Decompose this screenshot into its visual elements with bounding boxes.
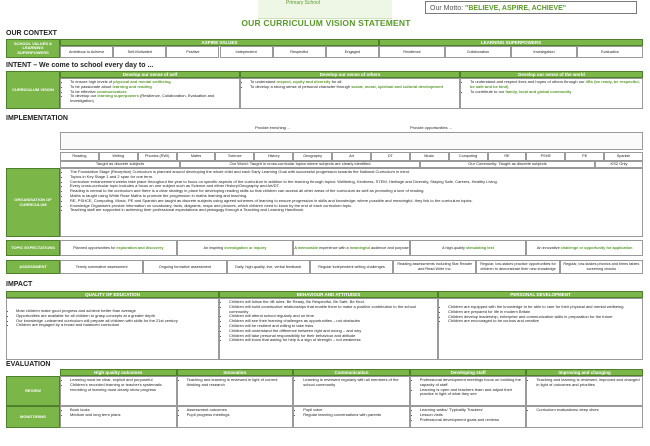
impact-behaviour-header: BEHAVIOUR AND ATTITUDES — [219, 291, 438, 298]
impact-quality-header: QUALITY OF EDUCATION — [6, 291, 219, 298]
evaluation-review-cell — [410, 376, 527, 406]
highlight-text: investigation or inquiry — [224, 245, 267, 250]
subject-cell: Spanish — [604, 152, 643, 161]
assessment-cell: Regular, low-stakes phonics and times tables screening checks — [560, 260, 643, 274]
evaluation-review-item: • Learning is open and teachers learn and adjust their practice in light of what they see — [420, 388, 524, 398]
assessment-label: ASSESSMENT — [6, 260, 60, 274]
topic-expectation-text — [73, 246, 163, 251]
evaluation-monitoring-item: • Curriculum evaluations/ deep dives — [536, 408, 640, 413]
organisation-label: ORGANISATION OF CURRICULUM — [6, 168, 60, 237]
superpower-cell: Investigation — [511, 46, 577, 58]
superpower-cell: Collaboration — [445, 46, 511, 58]
evaluation-monitoring-cell — [526, 406, 643, 428]
subject-cell: Science — [215, 152, 254, 161]
intent-others-header: Develop our sense of others — [240, 71, 460, 78]
intent-self-cell — [60, 78, 240, 109]
evaluation-monitoring-list — [411, 407, 526, 422]
motto-box — [425, 1, 637, 14]
topic-expectation-cell — [526, 240, 643, 256]
evaluation-column-header: Communication — [293, 369, 410, 376]
highlight-text: meaningful — [349, 245, 370, 250]
evaluation-review-list — [411, 377, 526, 397]
evaluation-review-item: • Learning must be clear, explicit and purposeful — [70, 378, 174, 383]
highlight-text: family, local and global community — [505, 88, 572, 94]
value-cell: Positive — [166, 46, 219, 58]
evaluation-column-header: Improving and changing — [526, 369, 643, 376]
intent-self-list — [61, 79, 239, 104]
topic-expectation-text — [294, 246, 408, 251]
evaluation-review-list — [527, 377, 642, 388]
impact-quality-list — [7, 299, 218, 328]
intent-others-cell — [240, 78, 460, 109]
impact-quality-cell — [6, 298, 219, 360]
superpower-cell: Evaluation — [577, 46, 643, 58]
evaluation-monitoring-item: • Assessment outcomes — [187, 408, 291, 413]
plain-text: To understand — [250, 79, 277, 84]
highlight-text: 4Bs (be ready, be respectful, be safe and be kind) — [470, 79, 640, 89]
superpowers-header: LEARNING SUPERPOWERS — [379, 39, 643, 46]
plain-text: To be effective — [70, 88, 97, 94]
ks2-only-cell: KS2 Only — [595, 161, 643, 168]
organisation-item: • Knowledge Organisers provide information on vocabulary, facts, diagrams, maps and pictures, which children need to know by the end of each curriculum topic. — [70, 204, 640, 209]
intent-heading: INTENT – We come to school every day to ... — [6, 62, 154, 69]
evaluation-column-header: Developing staff — [410, 369, 527, 376]
organisation-item: • RE, PSHCE, Computing, Music, PE and Spanish are taught as discrete subjects using agreed schemes of learning to ensure progression in skills and knowledge; where possible and meaningful, they link to the curriculum topics. — [70, 199, 640, 204]
intent-others-list — [241, 79, 459, 90]
evaluation-monitoring-item: • Professional development goals and reviews — [420, 418, 524, 423]
context-label: SCHOOL VALUES & LEARNING SUPERPOWERS — [6, 39, 60, 58]
plain-text: (Resilience, Collaboration, Evaluation and Investigation) — [70, 93, 215, 104]
impact-personal-cell — [438, 298, 643, 360]
subject-cell: Music — [410, 152, 449, 161]
organisation-item: • Maths is taught using White Rose Maths to promote the progression in maths learning and teaching. — [70, 194, 640, 199]
impact-behaviour-item: • Children will build constructive relationships that enable them to make a positive contribution to the school community — [229, 305, 435, 315]
evaluation-review-item: • Professional development meetings focus on building the capacity of staff — [420, 378, 524, 388]
plain-text: To be passionate about — [70, 83, 113, 89]
plain-text: Planned opportunities for — [73, 245, 117, 250]
evaluation-monitoring-cell — [293, 406, 410, 428]
plain-text: To develop our — [70, 93, 98, 99]
assessment-cell: Regular, low-stakes practice opportunities for children to demonstrate their new knowledge — [476, 260, 559, 274]
topic-expectation-cell — [177, 240, 294, 256]
organisation-list — [61, 169, 642, 213]
evaluation-monitoring-list — [61, 407, 176, 418]
impact-quality-item: • Most children make good progress and achieve better than average — [16, 309, 216, 314]
impact-heading: IMPACT — [6, 281, 33, 288]
highlight-text: communicators — [96, 88, 127, 94]
evaluation-review-cell — [526, 376, 643, 406]
evaluation-heading: EVALUATION — [6, 361, 51, 368]
plain-text: A high-quality — [442, 245, 466, 250]
topic-expectation-text — [203, 246, 266, 251]
impact-behaviour-item: • Children will attend school regularly and on time — [229, 314, 435, 319]
evaluation-monitoring-cell — [60, 406, 177, 428]
plain-text: audience and purpose — [369, 245, 409, 250]
motto-label: Our Motto: — [430, 5, 464, 12]
intent-others-item — [250, 85, 457, 90]
intent-world-item — [470, 90, 640, 95]
motto-value: "BELIEVE, ASPIRE, ACHIEVE" — [465, 5, 567, 12]
subject-cell: Geography — [293, 152, 332, 161]
evaluation-monitoring-item: • Learning walks/ 'Typicality Trackers' — [420, 408, 524, 413]
discrete-subjects-a: Taught as discrete subjects — [60, 161, 180, 168]
superpower-cell: Resilience — [379, 46, 445, 58]
evaluation-review-list — [294, 377, 409, 388]
impact-behaviour-list — [220, 299, 437, 343]
impact-personal-item: • Children develop leadership, enterprise and communication skills in preparation for the future — [448, 315, 640, 320]
value-cell: Self-Motivated — [113, 46, 166, 58]
highlight-text: stimulating text — [465, 245, 495, 250]
plain-text: An innovative — [536, 245, 561, 250]
impact-quality-item: • Opportunities are available for all children to grasp concepts at a greater depth — [16, 314, 216, 319]
assessment-cell: Regular independent writing challenges — [310, 260, 393, 274]
impact-personal-list — [439, 299, 642, 324]
topic-expectation-text — [442, 246, 494, 251]
our-world-cell: Our World: Taught in cross-curricular topics where subjects are clearly identified — [180, 161, 420, 168]
intent-self-item — [70, 94, 237, 104]
evaluation-review-cell — [177, 376, 294, 406]
value-cell: Respectful — [273, 46, 326, 58]
impact-behaviour-item: • Children will see their learning challenges as opportunities – not obstacles — [229, 319, 435, 324]
evaluation-monitoring-item: • Medium and long term plans — [70, 413, 174, 418]
value-cell: Independent — [220, 46, 273, 58]
impact-quality-item: • Our knowledge -unlearned curriculum will prepare all children with skills for the 21st century — [16, 319, 216, 324]
topic-expectation-cell — [293, 240, 410, 256]
impact-personal-item: • Children are prepared for life in modern Britain — [448, 310, 640, 315]
impact-behaviour-item: • Children will know that asking for help is a sign of strength – not weakness — [229, 338, 435, 343]
assessment-cell: Ongoing formative assessment — [143, 260, 226, 274]
organisation-item: • Reading is central to the curriculum and there is a clear strategy in place for developing reading skills so that children can access all other areas of the curriculum as well as promoting a love of reading. — [70, 189, 640, 194]
topic-expectation-cell — [410, 240, 527, 256]
impact-behaviour-item: • Children will follow the 4B rules: Be Ready, Be Respectful, Be Safe, Be Kind. — [229, 300, 435, 305]
intent-world-header: Develop our sense of the world — [460, 71, 643, 78]
evaluation-monitoring-cell — [177, 406, 294, 428]
organisation-cell — [60, 168, 643, 237]
plain-text: To develop a strong sense of personal character through — [250, 83, 352, 89]
evaluation-monitoring-cell — [410, 406, 527, 428]
evaluation-review-item: • Children's recorded learning or teacher's systematic recording of learning must clearly show progress — [70, 383, 174, 393]
intent-label: CURRICULUM VISION — [6, 71, 60, 109]
impact-behaviour-cell — [219, 298, 438, 360]
value-cell: Engaged — [326, 46, 379, 58]
subject-cell: DT — [371, 152, 410, 161]
school-logo-banner — [258, 0, 392, 19]
subject-cell: Art — [332, 152, 371, 161]
subject-cell: PE — [565, 152, 604, 161]
evaluation-monitoring-item: • Pupil voice — [303, 408, 407, 413]
impact-quality-item: • Children are engaged by a broad and balanced curriculum — [16, 323, 216, 328]
implementation-heading: IMPLEMENTATION — [6, 115, 68, 122]
topic-expectation-text — [537, 246, 633, 251]
topic-expectation-cell — [60, 240, 177, 256]
evaluation-monitoring-item: • Pupil progress meetings — [187, 413, 291, 418]
subject-cell: Reading — [60, 152, 99, 161]
evaluation-review-cell — [293, 376, 410, 406]
topic-expectations-label: TOPIC EXPECTATIONS — [6, 240, 60, 256]
evaluation-review-item: • Teaching and learning is reviewed, improved and changed in light of outcomes and priorities — [536, 378, 640, 388]
assessment-cell: Daily, high-quality, live, verbal feedback — [227, 260, 310, 274]
page-title: OUR CURRICULUM VISION STATEMENT — [241, 18, 411, 28]
highlight-text: challenge or opportunity for application — [560, 245, 633, 250]
highlight-text: memorable — [297, 245, 319, 250]
highlight-text: learning superpowers — [97, 93, 139, 99]
subject-cell: Writing — [99, 152, 138, 161]
plain-text: for all — [330, 79, 342, 84]
monitoring-label: MONITORING — [6, 406, 60, 428]
evaluation-review-cell — [60, 376, 177, 406]
highlight-text: social, moral, spiritual and cultural development — [351, 83, 443, 89]
evaluation-monitoring-list — [294, 407, 409, 418]
organisation-item: • Every cross-curricular topic includes a focus on one subject such as Science and either History/Geography and Art/DT. — [70, 184, 640, 189]
our-community-cell: Our Community: Taught as discrete subjects — [420, 161, 595, 168]
evaluation-monitoring-item: • Book looks — [70, 408, 174, 413]
intent-world-cell — [460, 78, 643, 109]
intent-world-list — [461, 79, 642, 94]
subject-cell: History — [254, 152, 293, 161]
subject-cell: PSHE — [526, 152, 565, 161]
plain-text: To understand and respect lives and hopes of others through our — [470, 79, 586, 84]
organisation-item: • Teaching staff are supported in achieving their professional expectations and pedagogy through a Teaching and Learning Handbook. — [70, 208, 640, 213]
plain-text: experience with a — [318, 245, 350, 250]
plain-text: To ensure high levels of — [70, 79, 114, 84]
organisation-item: • The Foundation Stage (Reception) Curriculum is planned around developing the whole child and each Early Learning Goal with successful progression towards the National Curriculum in mind. — [70, 170, 640, 175]
evaluation-review-list — [61, 377, 176, 392]
evaluation-column-header: High quality outcomes — [60, 369, 177, 376]
context-heading: OUR CONTEXT — [6, 30, 57, 37]
aspire-values-header: ASPIRE VALUES — [60, 39, 379, 46]
impact-personal-item: • Children are equipped with the knowledge to be able to care for their physical and mental wellbeing — [448, 305, 640, 310]
evaluation-review-item: • Learning is reviewed regularly with all members of the school community — [303, 378, 407, 388]
evaluation-review-item: • Teaching and learning is reviewed in light of current thinking and research — [187, 378, 291, 388]
highlight-text: learning and reading — [112, 83, 152, 89]
plain-text: To contribute to our — [470, 88, 506, 94]
impact-personal-header: PERSONAL DEVELOPMENT — [438, 291, 643, 298]
evaluation-monitoring-list — [178, 407, 293, 418]
plain-text: An inspiring — [203, 245, 225, 250]
highlight-text: exploration and discovery — [116, 245, 164, 250]
evaluation-monitoring-item: • Regular learning conversations with parents — [303, 413, 407, 418]
highlight-text: physical and mental wellbeing — [113, 79, 171, 84]
subject-cell: Maths — [177, 152, 216, 161]
school-name: Primary School — [286, 0, 320, 6]
evaluation-monitoring-item: • Lesson visits — [420, 413, 524, 418]
evaluation-column-header: Innovation — [177, 369, 294, 376]
impact-behaviour-item: • Children will be resilient and willing to take risks — [229, 324, 435, 329]
implementation-fragment-2: Provide opportunities ... — [410, 126, 520, 132]
impact-behaviour-item: • Children will understand the difference between right and wrong – and why — [229, 329, 435, 334]
impact-personal-item: • Children are encouraged to be curious and creative — [448, 319, 640, 324]
subject-cell: Computing — [449, 152, 488, 161]
review-label: REVIEW — [6, 376, 60, 406]
assessment-cell: Termly summative assessment — [60, 260, 143, 274]
impact-behaviour-item: • Children will take personal responsibility for their behaviour and attitude — [229, 334, 435, 339]
subject-cell: Phonics (RWI) — [138, 152, 177, 161]
implementation-fragment-1: Provide enriching ... — [255, 126, 365, 132]
value-cell: Ambitious to Achieve — [60, 46, 113, 58]
evaluation-monitoring-list — [527, 407, 642, 413]
evaluation-review-list — [178, 377, 293, 388]
plain-text: A — [294, 245, 298, 250]
implementation-top-box — [60, 132, 643, 150]
assessment-cell: Reading assessments including Star Reader and Read Write Inc. — [393, 260, 476, 274]
organisation-item: • Curriculum enhancement weeks take place throughout the year to focus on specific aspects of the curriculum in addition to the learning through topics: Wellbeing, Kindness, STEM, Heritage and Diversity, Staying Safe, Careers, Healthy Living. — [70, 180, 640, 185]
subject-cell: RE — [488, 152, 527, 161]
intent-self-header: Develop our sense of self — [60, 71, 240, 78]
highlight-text: respect, equity and diversity — [276, 79, 331, 84]
organisation-item: • Topics in Key Stage 1 and 2 span for one term. — [70, 175, 640, 180]
